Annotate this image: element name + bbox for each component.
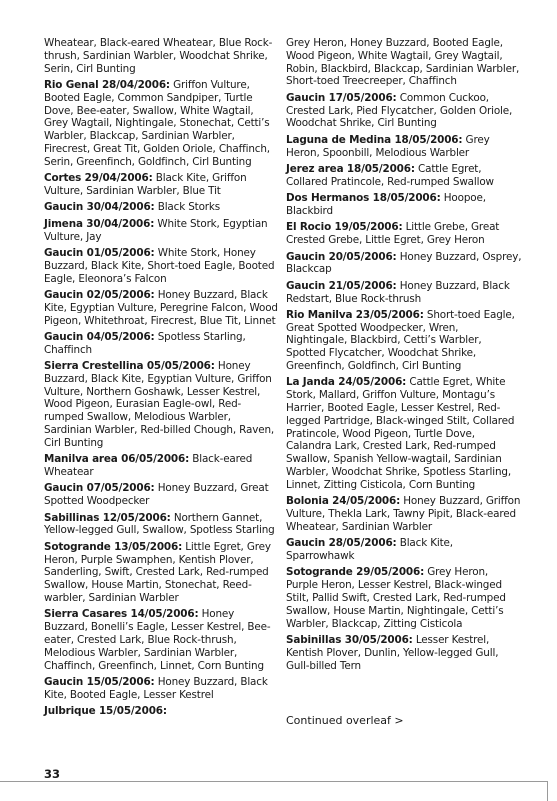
entry-gaucin-3004: [44, 201, 280, 214]
entry-heading: Rio Manilva 23/05/2006:: [286, 308, 424, 321]
entry-el-rocio: [286, 221, 522, 247]
entry-text: Griffon Vulture, Booted Eagle, Common Sandpiper, Turtle Dove, Bee-eater, Swallow, White Wagtail, Grey Wagtail, Nightingale, Stonechat, Cetti’s Warbler, Blackcap, Sardinian Warbler, Firecrest, Great Tit, Golden Oriole, Chaffinch, Serin, Greenfinch, Goldfinch, Cirl Bunting: [44, 78, 270, 168]
entry-text: Grey Heron, Honey Buzzard, Booted Eagle, Wood Pigeon, White Wagtail, Grey Wagtail, Robin, Blackbird, Blackcap, Sardinian Warbler, Short-toed Treecreeper, Chaffinch: [286, 37, 520, 88]
entry-text: Honey Buzzard, Great Spotted Woodpecker: [44, 482, 269, 508]
entry-heading: Julbrique 15/05/2006:: [44, 705, 167, 718]
entry-text: Honey Buzzard, Black Kite, Egyptian Vulture, Peregrine Falcon, Wood Pigeon, Whitethroat, Firecrest, Blue Tit, Linnet: [44, 288, 278, 327]
entry-text: Cattle Egret, Collared Pratincole, Red-rumped Swallow: [286, 162, 494, 188]
entry-julbrique-continued: [286, 37, 522, 88]
entry-text: Honey Buzzard, Black Kite, Egyptian Vulture, Griffon Vulture, Northern Goshawk, Lesser Kestrel, Wood Pigeon, Eurasian Eagle-owl, Red-rumped Swallow, Melodious Warbler, Sardinian Warbler, Red-billed Chough, Raven, Cirl Bunting: [44, 360, 275, 449]
entry-text: Common Cuckoo, Crested Lark, Pied Flycatcher, Golden Oriole, Woodchat Shrike, Cirl Bunting: [286, 91, 513, 130]
entry-text: Honey Buzzard, Bonelli’s Eagle, Lesser Kestrel, Bee-eater, Crested Lark, Blue Rock-thrush, Melodious Warbler, Sardinian Warbler, Chaffinch, Greenfinch, Linnet, Corn Bunting: [44, 608, 271, 672]
entry-manilva-area: [44, 453, 280, 479]
entry-rio-manilva: [286, 309, 522, 373]
entry-text: Black-eared Wheatear: [44, 453, 253, 479]
entry-text: Honey Buzzard, Black Redstart, Blue Rock-thrush: [286, 279, 510, 305]
right-column: [286, 37, 522, 676]
entry-la-janda: [286, 376, 522, 491]
entry-heading: El Rocio 19/05/2006:: [286, 221, 403, 234]
entry-text: Northern Gannet, Yellow-legged Gull, Swallow, Spotless Starling: [44, 511, 275, 537]
entry-text: Spotless Starling, Chaffinch: [44, 330, 246, 356]
entry-text: Honey Buzzard, Griffon Vulture, Thekla Lark, Tawny Pipit, Black-eared Wheatear, Sardinian Warbler: [286, 495, 521, 533]
entry-heading: Manilva area 06/05/2006:: [44, 453, 190, 466]
entry-text: Short-toed Eagle, Great Spotted Woodpecker, Wren, Nightingale, Blackbird, Cetti’s Warbler, Spotted Flycatcher, Woodchat Shrike, Greenfinch, Goldfinch, Cirl Bunting: [286, 308, 515, 373]
entry-sabillinas: [44, 512, 280, 538]
entry-gaucin-0105: [44, 247, 280, 285]
entry-text: Black Kite, Griffon Vulture, Sardinian Warbler, Blue Tit: [44, 172, 247, 197]
entry-heading: Sotogrande 29/05/2006:: [286, 566, 425, 579]
entry-continued: [44, 37, 280, 75]
entry-sabinillas: [286, 634, 522, 672]
entry-gaucin-1505: [44, 676, 280, 702]
entry-text: Honey Buzzard, Osprey, Blackcap: [286, 250, 522, 276]
entry-heading: Gaucin 28/05/2006:: [286, 537, 397, 550]
entry-sotogrande-2905: [286, 566, 522, 630]
entry-jerez-area: [286, 163, 522, 189]
entry-text: Wheatear, Black-eared Wheatear, Blue Rock-thrush, Sardinian Warbler, Woodchat Shrike, Serin, Cirl Bunting: [44, 37, 273, 75]
entry-gaucin-0205: [44, 289, 280, 327]
entry-jimena: [44, 218, 280, 244]
entry-sierra-casares: [44, 608, 280, 672]
entry-heading: Gaucin 21/05/2006:: [286, 279, 397, 292]
entry-heading: Gaucin 30/04/2006:: [44, 201, 155, 214]
entry-heading: Gaucin 20/05/2006:: [286, 250, 397, 263]
entry-heading: Jerez area 18/05/2006:: [286, 162, 415, 175]
entry-heading: Sabinillas 30/05/2006:: [286, 633, 413, 646]
entry-heading: Sabillinas 12/05/2006:: [44, 511, 171, 524]
entry-text: Honey Buzzard, Black Kite, Booted Eagle, Lesser Kestrel: [44, 675, 268, 701]
entry-text: White Stork, Honey Buzzard, Black Kite, Short-toed Eagle, Booted Eagle, Eleonora’s Falcon: [44, 246, 275, 285]
left-column: [44, 37, 280, 722]
entry-laguna-de-medina: [286, 134, 522, 160]
entry-text: Lesser Kestrel, Kentish Plover, Dunlin, Yellow-legged Gull, Gull-billed Tern: [286, 633, 499, 672]
continued-overleaf-note: Continued overleaf >: [286, 714, 404, 727]
entry-heading: Gaucin 02/05/2006:: [44, 288, 155, 301]
entry-gaucin-2005: [286, 251, 522, 277]
entry-heading: Gaucin 04/05/2006:: [44, 330, 155, 343]
entry-gaucin-2805: [286, 537, 522, 563]
page-border-rule: [0, 781, 548, 801]
entry-text: Little Grebe, Great Crested Grebe, Little Egret, Grey Heron: [286, 221, 500, 247]
entry-heading: La Janda 24/05/2006:: [286, 376, 407, 389]
page-number: 33: [44, 767, 61, 781]
entry-heading: Gaucin 01/05/2006:: [44, 246, 155, 259]
entry-gaucin-0705: [44, 482, 280, 508]
entry-bolonia: [286, 495, 522, 533]
entry-heading: Sierra Crestellina 05/05/2006:: [44, 360, 215, 373]
entry-heading: Sierra Casares 14/05/2006:: [44, 608, 199, 621]
entry-heading: Gaucin 07/05/2006:: [44, 482, 155, 495]
entry-gaucin-1705: [286, 92, 522, 130]
entry-text: Black Storks: [154, 201, 221, 214]
entry-text: Cattle Egret, White Stork, Mallard, Griffon Vulture, Montagu’s Harrier, Booted Eagle, Lesser Kestrel, Red-legged Partridge, Black-winged Stilt, Collared Pratincole, Wood Pigeon, Turtle Dove, Calandra Lark, Crested Lark, Red-rumped Swallow, Spanish Yellow-wagtail, Sardinian Warbler, Woodchat Shrike, Spotless Starling, Linnet, Zitting Cisticola, Corn Bunting: [286, 376, 515, 491]
entry-sierra-crestellina: [44, 360, 280, 450]
entry-dos-hermanos: [286, 192, 522, 218]
entry-text: Hoopoe, Blackbird: [286, 192, 486, 217]
entry-julbrique: [44, 705, 280, 718]
entry-text: Grey Heron, Spoonbill, Melodious Warbler: [286, 133, 490, 159]
entry-text: White Stork, Egyptian Vulture, Jay: [44, 217, 268, 243]
entry-gaucin-0405: [44, 331, 280, 357]
entry-heading: Bolonia 24/05/2006:: [286, 495, 401, 508]
entry-gaucin-2105: [286, 280, 522, 306]
entry-heading: Jimena 30/04/2006:: [44, 217, 155, 230]
entry-cortes: [44, 172, 280, 198]
entry-heading: Gaucin 15/05/2006:: [44, 675, 155, 688]
entry-text: Grey Heron, Purple Heron, Lesser Kestrel, Black-winged Stilt, Pallid Swift, Crested Lark, Red-rumped Swallow, House Martin, Nightingale, Cetti’s Warbler, Blackcap, Zitting Cisticola: [286, 566, 506, 630]
entry-heading: Gaucin 17/05/2006:: [286, 91, 397, 104]
entry-heading: Rio Genal 28/04/2006:: [44, 78, 170, 91]
entry-heading: Laguna de Medina 18/05/2006:: [286, 133, 463, 146]
entry-heading: Sotogrande 13/05/2006:: [44, 540, 183, 553]
entry-heading: Dos Hermanos 18/05/2006:: [286, 192, 441, 205]
entry-text: Little Egret, Grey Heron, Purple Swamphen, Kentish Plover, Sanderling, Swift, Crested Lark, Red-rumped Swallow, House Martin, Stonechat, Reed-warbler, Sardinian Warbler: [44, 540, 271, 604]
entry-rio-genal: [44, 79, 280, 169]
entry-sotogrande-1305: [44, 541, 280, 605]
entry-heading: Cortes 29/04/2006:: [44, 172, 153, 185]
entry-text: Black Kite, Sparrowhawk: [286, 537, 453, 563]
